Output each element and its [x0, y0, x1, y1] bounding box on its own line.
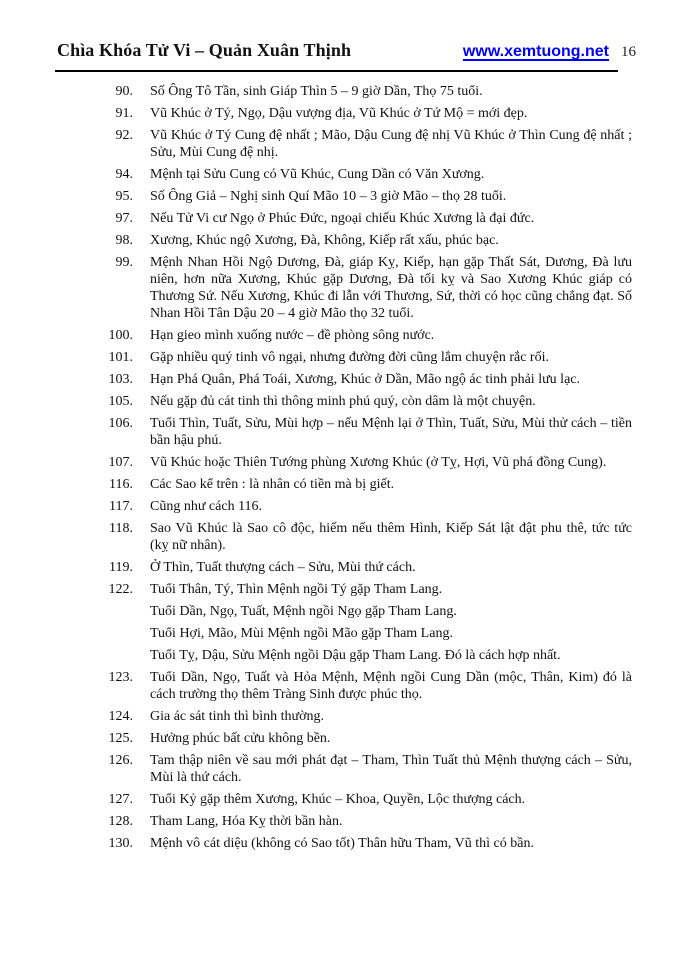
- item-number: 94.: [115, 167, 133, 182]
- list-item: [57, 752, 632, 786]
- list-item: [57, 371, 632, 388]
- item-text: Các Sao kể trên : là nhân có tiền mà bị giết.: [150, 477, 395, 492]
- item-text: Tuổi Dần, Ngọ, Tuất, Mệnh ngồi Ngọ gặp Tham Lang.: [150, 604, 457, 619]
- list-item: [57, 210, 632, 227]
- item-number: 118.: [109, 521, 133, 536]
- item-number: 117.: [109, 499, 133, 514]
- item-text: Mệnh Nhan Hồi Ngộ Dương, Đà, giáp Kỵ, Kiếp, hạn gặp Thất Sát, Dương, Đà lưu niên, hơn nữa Xương, Khúc gặp Dương, Đà tối kỵ và Sao Xương Khúc giáp có Thương Sứ. Nếu Xương, Khúc đi lẫn với Thương, Sứ, thời có học cũng chẳng đạt. Số Nhan Hồi Tân Dậu 20 – 4 giờ Mão thọ 32 tuổi.: [150, 255, 632, 321]
- item-text: Số Ông Tô Tần, sinh Giáp Thìn 5 – 9 giờ Dần, Thọ 75 tuổi.: [150, 84, 483, 99]
- list-item: [57, 232, 632, 249]
- item-number: 128.: [108, 814, 133, 829]
- page-header: [0, 0, 686, 61]
- item-number: [57, 603, 133, 620]
- item-number: 99.: [115, 255, 133, 270]
- item-number: 130.: [108, 836, 133, 851]
- item-number: 122.: [108, 582, 133, 597]
- item-number: 98.: [115, 233, 133, 248]
- item-text: Số Ông Giả – Nghị sinh Quí Mão 10 – 3 giờ Mão – thọ 28 tuổi.: [150, 189, 507, 204]
- item-text: Gặp nhiều quý tinh vô ngại, nhưng đường đời cũng lắm chuyện rắc rối.: [150, 350, 549, 365]
- item-text: Vũ Khúc ở Tý, Ngọ, Dậu vượng địa, Vũ Khúc ở Tứ Mộ = mới đẹp.: [150, 106, 528, 121]
- list-item: [57, 349, 632, 366]
- item-text: Gia ác sát tinh thì bình thường.: [150, 709, 325, 724]
- item-text: Tuổi Thân, Tý, Thìn Mệnh ngồi Tý gặp Tham Lang.: [150, 582, 443, 597]
- item-text: Vũ Khúc ở Tý Cung đệ nhất ; Mão, Dậu Cung đệ nhị Vũ Khúc ở Thìn Cung đệ nhất ; Sửu, Mùi Cung đệ nhị.: [150, 128, 632, 160]
- item-number: 116.: [109, 477, 133, 492]
- list-item: [57, 127, 632, 161]
- item-number: 92.: [115, 128, 133, 143]
- item-text: Tuổi Hợi, Mão, Mùi Mệnh ngồi Mão gặp Tham Lang.: [150, 626, 453, 641]
- list-item: [57, 647, 632, 664]
- item-number: 100.: [108, 328, 133, 343]
- item-number: 119.: [109, 560, 133, 575]
- item-number: 125.: [108, 731, 133, 746]
- item-text: Hạn Phá Quân, Phá Toái, Xương, Khúc ở Dần, Mão ngộ ác tinh phải lưu lạc.: [150, 372, 580, 387]
- item-text: Mệnh vô cát diệu (không có Sao tốt) Thân hữu Tham, Vũ thì có bần.: [150, 836, 534, 851]
- list-item: [57, 835, 632, 852]
- list-item: [57, 393, 632, 410]
- list-item: [57, 520, 632, 554]
- list-item: [57, 625, 632, 642]
- item-number: 105.: [108, 394, 133, 409]
- item-text: Hạn gieo mình xuống nước – đề phòng sông nước.: [150, 328, 435, 343]
- item-text: Nếu gặp đủ cát tinh thì thông minh phú quý, còn dâm là một chuyện.: [150, 394, 536, 409]
- item-number: 95.: [115, 189, 133, 204]
- list-item: [57, 581, 632, 598]
- item-number: 127.: [108, 792, 133, 807]
- item-text: Tham Lang, Hóa Kỵ thời bần hàn.: [150, 814, 343, 829]
- numbered-list: [0, 83, 686, 852]
- item-text: Tuổi Kỷ gặp thêm Xương, Khúc – Khoa, Quyền, Lộc thượng cách.: [150, 792, 526, 807]
- list-item: [57, 498, 632, 515]
- item-text: Xương, Khúc ngộ Xương, Đà, Không, Kiếp rất xấu, phúc bạc.: [150, 233, 499, 248]
- list-item: [57, 415, 632, 449]
- list-item: [57, 327, 632, 344]
- list-item: [57, 813, 632, 830]
- document-title: Chìa Khóa Tử Vi – Quản Xuân Thịnh: [57, 40, 352, 60]
- header-divider: [55, 70, 618, 72]
- item-text: Nếu Tử Vi cư Ngọ ở Phúc Đức, ngoại chiếu Khúc Xương là đại đức.: [150, 211, 535, 226]
- item-number: 126.: [108, 753, 133, 768]
- header-right-group: [463, 43, 636, 61]
- item-text: Tam thập niên về sau mới phát đạt – Tham, Thìn Tuất thủ Mệnh thượng cách – Sửu, Mùi là thứ cách.: [150, 753, 632, 785]
- list-item: [57, 476, 632, 493]
- list-item: [57, 83, 632, 100]
- list-item: [57, 105, 632, 122]
- list-item: [57, 559, 632, 576]
- list-item: [57, 188, 632, 205]
- item-number: 123.: [108, 670, 133, 685]
- item-text: Vũ Khúc hoặc Thiên Tướng phùng Xương Khúc (ở Tỵ, Hợi, Vũ phá đồng Cung).: [150, 455, 607, 470]
- item-text: Hưởng phúc bất cửu không bền.: [150, 731, 331, 746]
- list-item: [57, 454, 632, 471]
- item-text: Sao Vũ Khúc là Sao cô độc, hiếm nếu thêm Hình, Kiếp Sát lật đật phu thê, tức tức (kỵ nữ nhân).: [150, 521, 632, 553]
- item-text: Tuổi Dần, Ngọ, Tuất và Hỏa Mệnh, Mệnh ngồi Cung Dần (mộc, Thân, Kim) đó là cách trường thọ thêm Tràng Sinh được phúc thọ.: [150, 670, 632, 702]
- item-number: 124.: [108, 709, 133, 724]
- item-text: Tuổi Tỵ, Dậu, Sửu Mệnh ngồi Dậu gặp Tham Lang. Đó là cách hợp nhất.: [150, 648, 561, 663]
- list-item: [57, 669, 632, 703]
- list-item: [57, 708, 632, 725]
- item-text: Ở Thìn, Tuất thượng cách – Sửu, Mùi thứ cách.: [150, 560, 416, 575]
- item-number: [57, 625, 133, 642]
- item-text: Tuổi Thìn, Tuất, Sửu, Mùi hợp – nếu Mệnh lại ở Thìn, Tuất, Sửu, Mùi thử cách – tiền bần hậu phú.: [150, 416, 632, 448]
- list-item: [57, 166, 632, 183]
- item-number: 101.: [108, 350, 133, 365]
- item-number: 90.: [115, 84, 133, 99]
- list-item: [57, 603, 632, 620]
- item-number: 107.: [108, 455, 133, 470]
- item-number: 103.: [108, 372, 133, 387]
- list-item: [57, 730, 632, 747]
- list-item: [57, 254, 632, 322]
- item-number: 97.: [115, 211, 133, 226]
- list-item: [57, 791, 632, 808]
- item-text: Mệnh tại Sửu Cung có Vũ Khúc, Cung Dần có Văn Xương.: [150, 167, 485, 182]
- item-number: 91.: [115, 106, 133, 121]
- item-text: Cũng như cách 116.: [150, 499, 263, 514]
- website-link[interactable]: www.xemtuong.net: [462, 43, 609, 60]
- item-number: 106.: [108, 416, 133, 431]
- page-number: 16: [621, 44, 636, 60]
- item-number: [57, 647, 133, 664]
